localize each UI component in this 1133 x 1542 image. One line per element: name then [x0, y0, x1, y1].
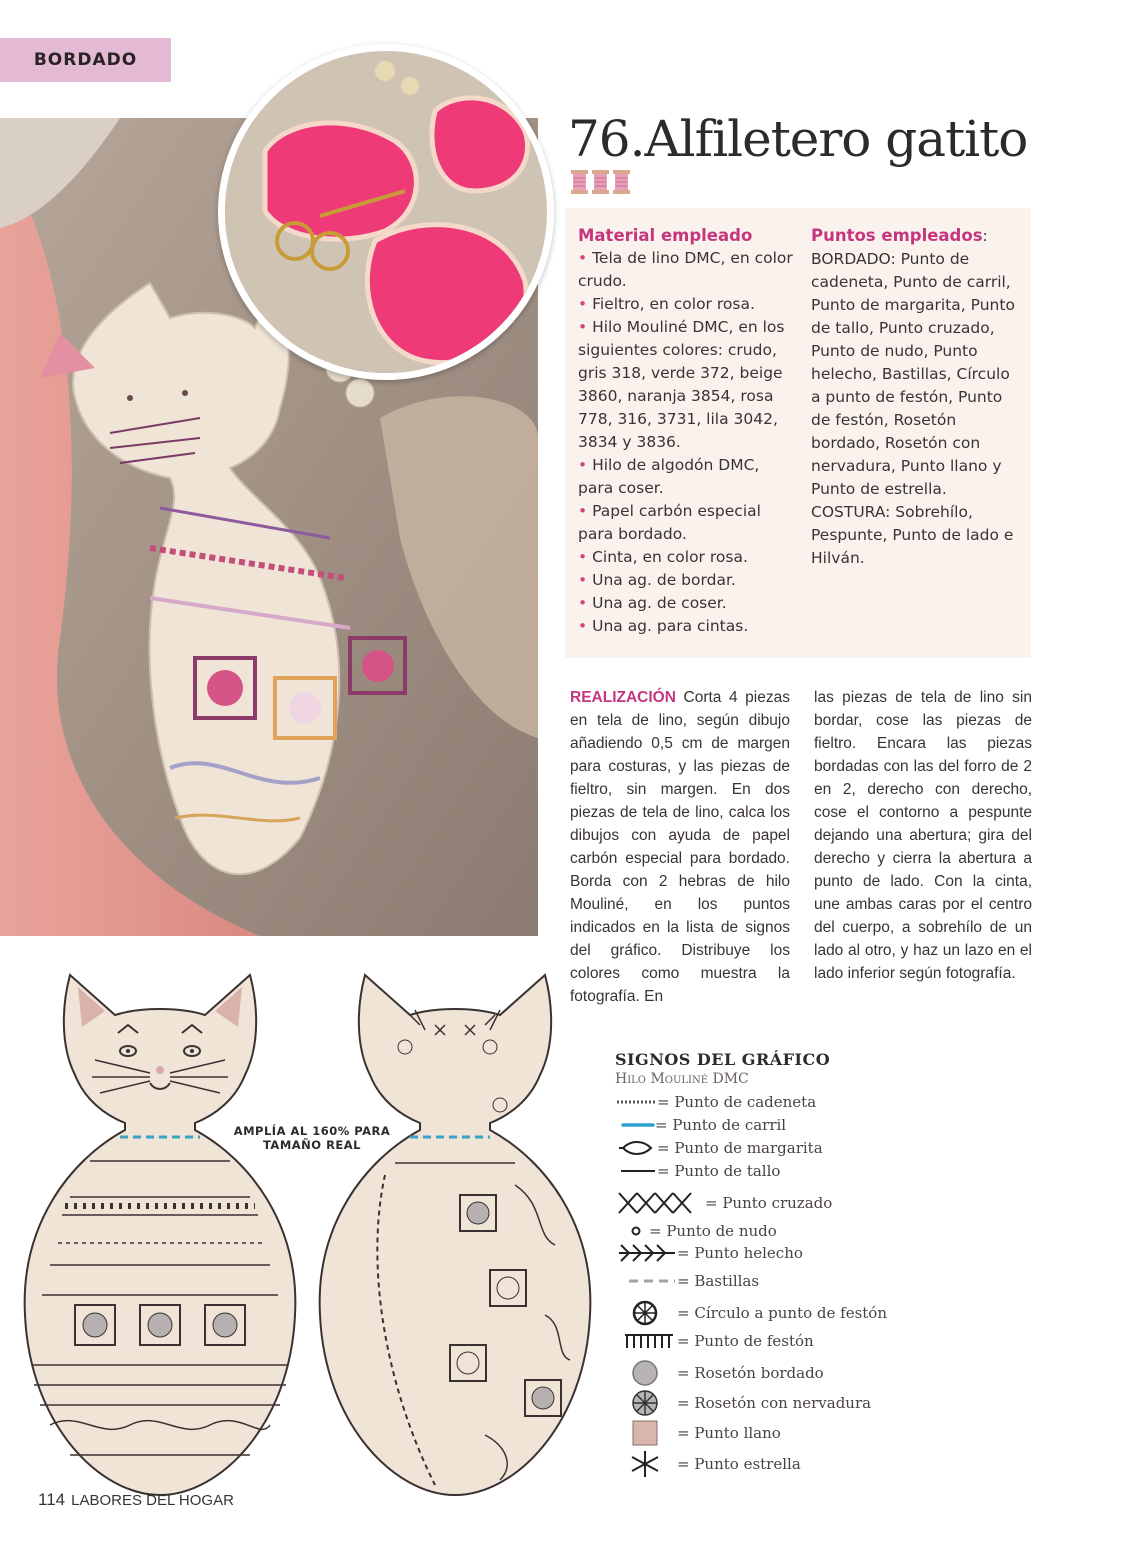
inset-photo [218, 44, 554, 380]
materials-heading: Material empleado [578, 226, 753, 245]
embroidery-pattern [20, 965, 600, 1505]
instructions-column-2: las piezas de tela de lino sin bordar, cose las piezas de fieltro. Encara las piezas bordadas con las del forro de 2 en 2, derecho con derecho, cose el contorno a pespunte dejando una abertura; gira del derecho y cierra la abertura a punto de lado. Con la cinta, une ambas caras por el centro del cuerpo, a sobrehílo de un lado al otro, y haz un lazo en el lado inferior según fotografía. [814, 689, 1032, 982]
magazine-name: LABORES DEL HOGAR [71, 1492, 234, 1509]
material-item: • Tela de lino DMC, en color crudo. [578, 249, 793, 290]
material-item: • Papel carbón especial para bordado. [578, 502, 761, 543]
legend-row: = Círculo a punto de festón [631, 1299, 887, 1327]
star-stitch-icon [629, 1449, 677, 1479]
instructions-text-1: Corta 4 piezas en tela de lino, según dibujo añadiendo 0,5 cm de margen para costuras, y las piezas de fieltro, sin margen. En dos piezas de tela de lino, calca los dibujos con ayuda de papel carbón especial para bordado. Borda con 2 hebras de hilo Mouliné, en los puntos indicados en la lista de signos del gráfico. Distribuye los colores como muestra la fotografía. En [570, 689, 790, 1005]
difficulty-rating [571, 170, 630, 194]
page-number: 114 [38, 1490, 66, 1509]
legend-subtitle: Hilo Mouliné DMC [615, 1071, 749, 1087]
thread-spool-icon [613, 170, 630, 194]
legend-row: = Punto estrella [629, 1449, 801, 1479]
running-stitch-icon [629, 1276, 677, 1286]
back-cat-pattern [320, 975, 591, 1495]
daisy-stitch-icon [619, 1140, 657, 1156]
thread-spool-icon [592, 170, 609, 194]
legend-row: = Punto de margarita [619, 1139, 823, 1157]
felt-pieces-photo [225, 51, 547, 373]
instructions-column-1 [570, 686, 790, 1008]
embroidered-rosette-icon [631, 1359, 677, 1387]
legend-title: SIGNOS DEL GRÁFICO [615, 1050, 831, 1069]
material-item: • Cinta, en color rosa. [578, 548, 748, 566]
legend-row: = Bastillas [629, 1272, 759, 1290]
material-item: • Una ag. para cintas. [578, 617, 749, 635]
stitches-heading-colon: : [982, 227, 988, 245]
front-cat-pattern [25, 975, 296, 1495]
legend-row: = Punto llano [631, 1419, 781, 1447]
material-item: • Hilo Mouliné DMC, en los siguientes colores: crudo, gris 318, verde 372, beige 3860, naranja 3854, rosa 778, 316, 3731, lila 3042, 3834 y 3836. [578, 318, 785, 451]
legend-row: = Punto de festón [623, 1332, 814, 1350]
page-footer [38, 1490, 234, 1510]
legend-row: = Punto helecho [617, 1243, 803, 1263]
materials-box [565, 208, 1031, 658]
buttonhole-stitch-icon [623, 1332, 677, 1350]
materials-list [578, 224, 793, 638]
cross-stitch-icon [617, 1191, 699, 1215]
legend-row: = Punto de carril [621, 1116, 786, 1134]
stitches-heading: Puntos empleados [811, 226, 983, 245]
stitch-legend [615, 1050, 945, 1487]
thread-spool-icon [571, 170, 588, 194]
knot-stitch-icon [627, 1224, 649, 1238]
legend-row: = Punto de nudo [627, 1222, 777, 1240]
section-tab [0, 38, 171, 82]
fern-stitch-icon [617, 1243, 677, 1263]
legend-row: = Punto de tallo [619, 1162, 780, 1180]
legend-row: = Punto de cadeneta [617, 1093, 816, 1111]
stem-stitch-icon [619, 1166, 657, 1176]
legend-row: = Rosetón con nervadura [631, 1389, 871, 1417]
material-item: • Una ag. de coser. [578, 594, 727, 612]
stitches-text: BORDADO: Punto de cadeneta, Punto de carril, Punto de margarita, Punto de tallo, Punto cruzado, Punto de nudo, Punto helecho, Bastillas, Círculo a punto de festón, Punto de festón, Rosetón bordado, Rosetón con nervadura, Punto llano y Punto de estrella. COSTURA: Sobrehílo, Pespunte, Punto de lado e Hilván. [811, 250, 1015, 567]
enlarge-note: AMPLÍA AL 160% PARA TAMAÑO REAL [233, 1124, 391, 1152]
buttonhole-circle-icon [631, 1299, 677, 1327]
chain-stitch-icon [617, 1097, 657, 1107]
material-item: • Una ag. de bordar. [578, 571, 736, 589]
stitches-list [811, 224, 1023, 570]
section-label: BORDADO [33, 50, 138, 70]
material-item: • Fieltro, en color rosa. [578, 295, 755, 313]
page-title: 76.Alfiletero gatito [568, 110, 1028, 168]
satin-stitch-icon [631, 1419, 677, 1447]
rail-stitch-icon [621, 1120, 655, 1130]
ribbed-rosette-icon [631, 1389, 677, 1417]
legend-row: = Rosetón bordado [631, 1359, 824, 1387]
legend-row: = Punto cruzado [617, 1191, 832, 1215]
material-item: • Hilo de algodón DMC, para coser. [578, 456, 760, 497]
instructions-heading: REALIZACIÓN [570, 689, 676, 706]
